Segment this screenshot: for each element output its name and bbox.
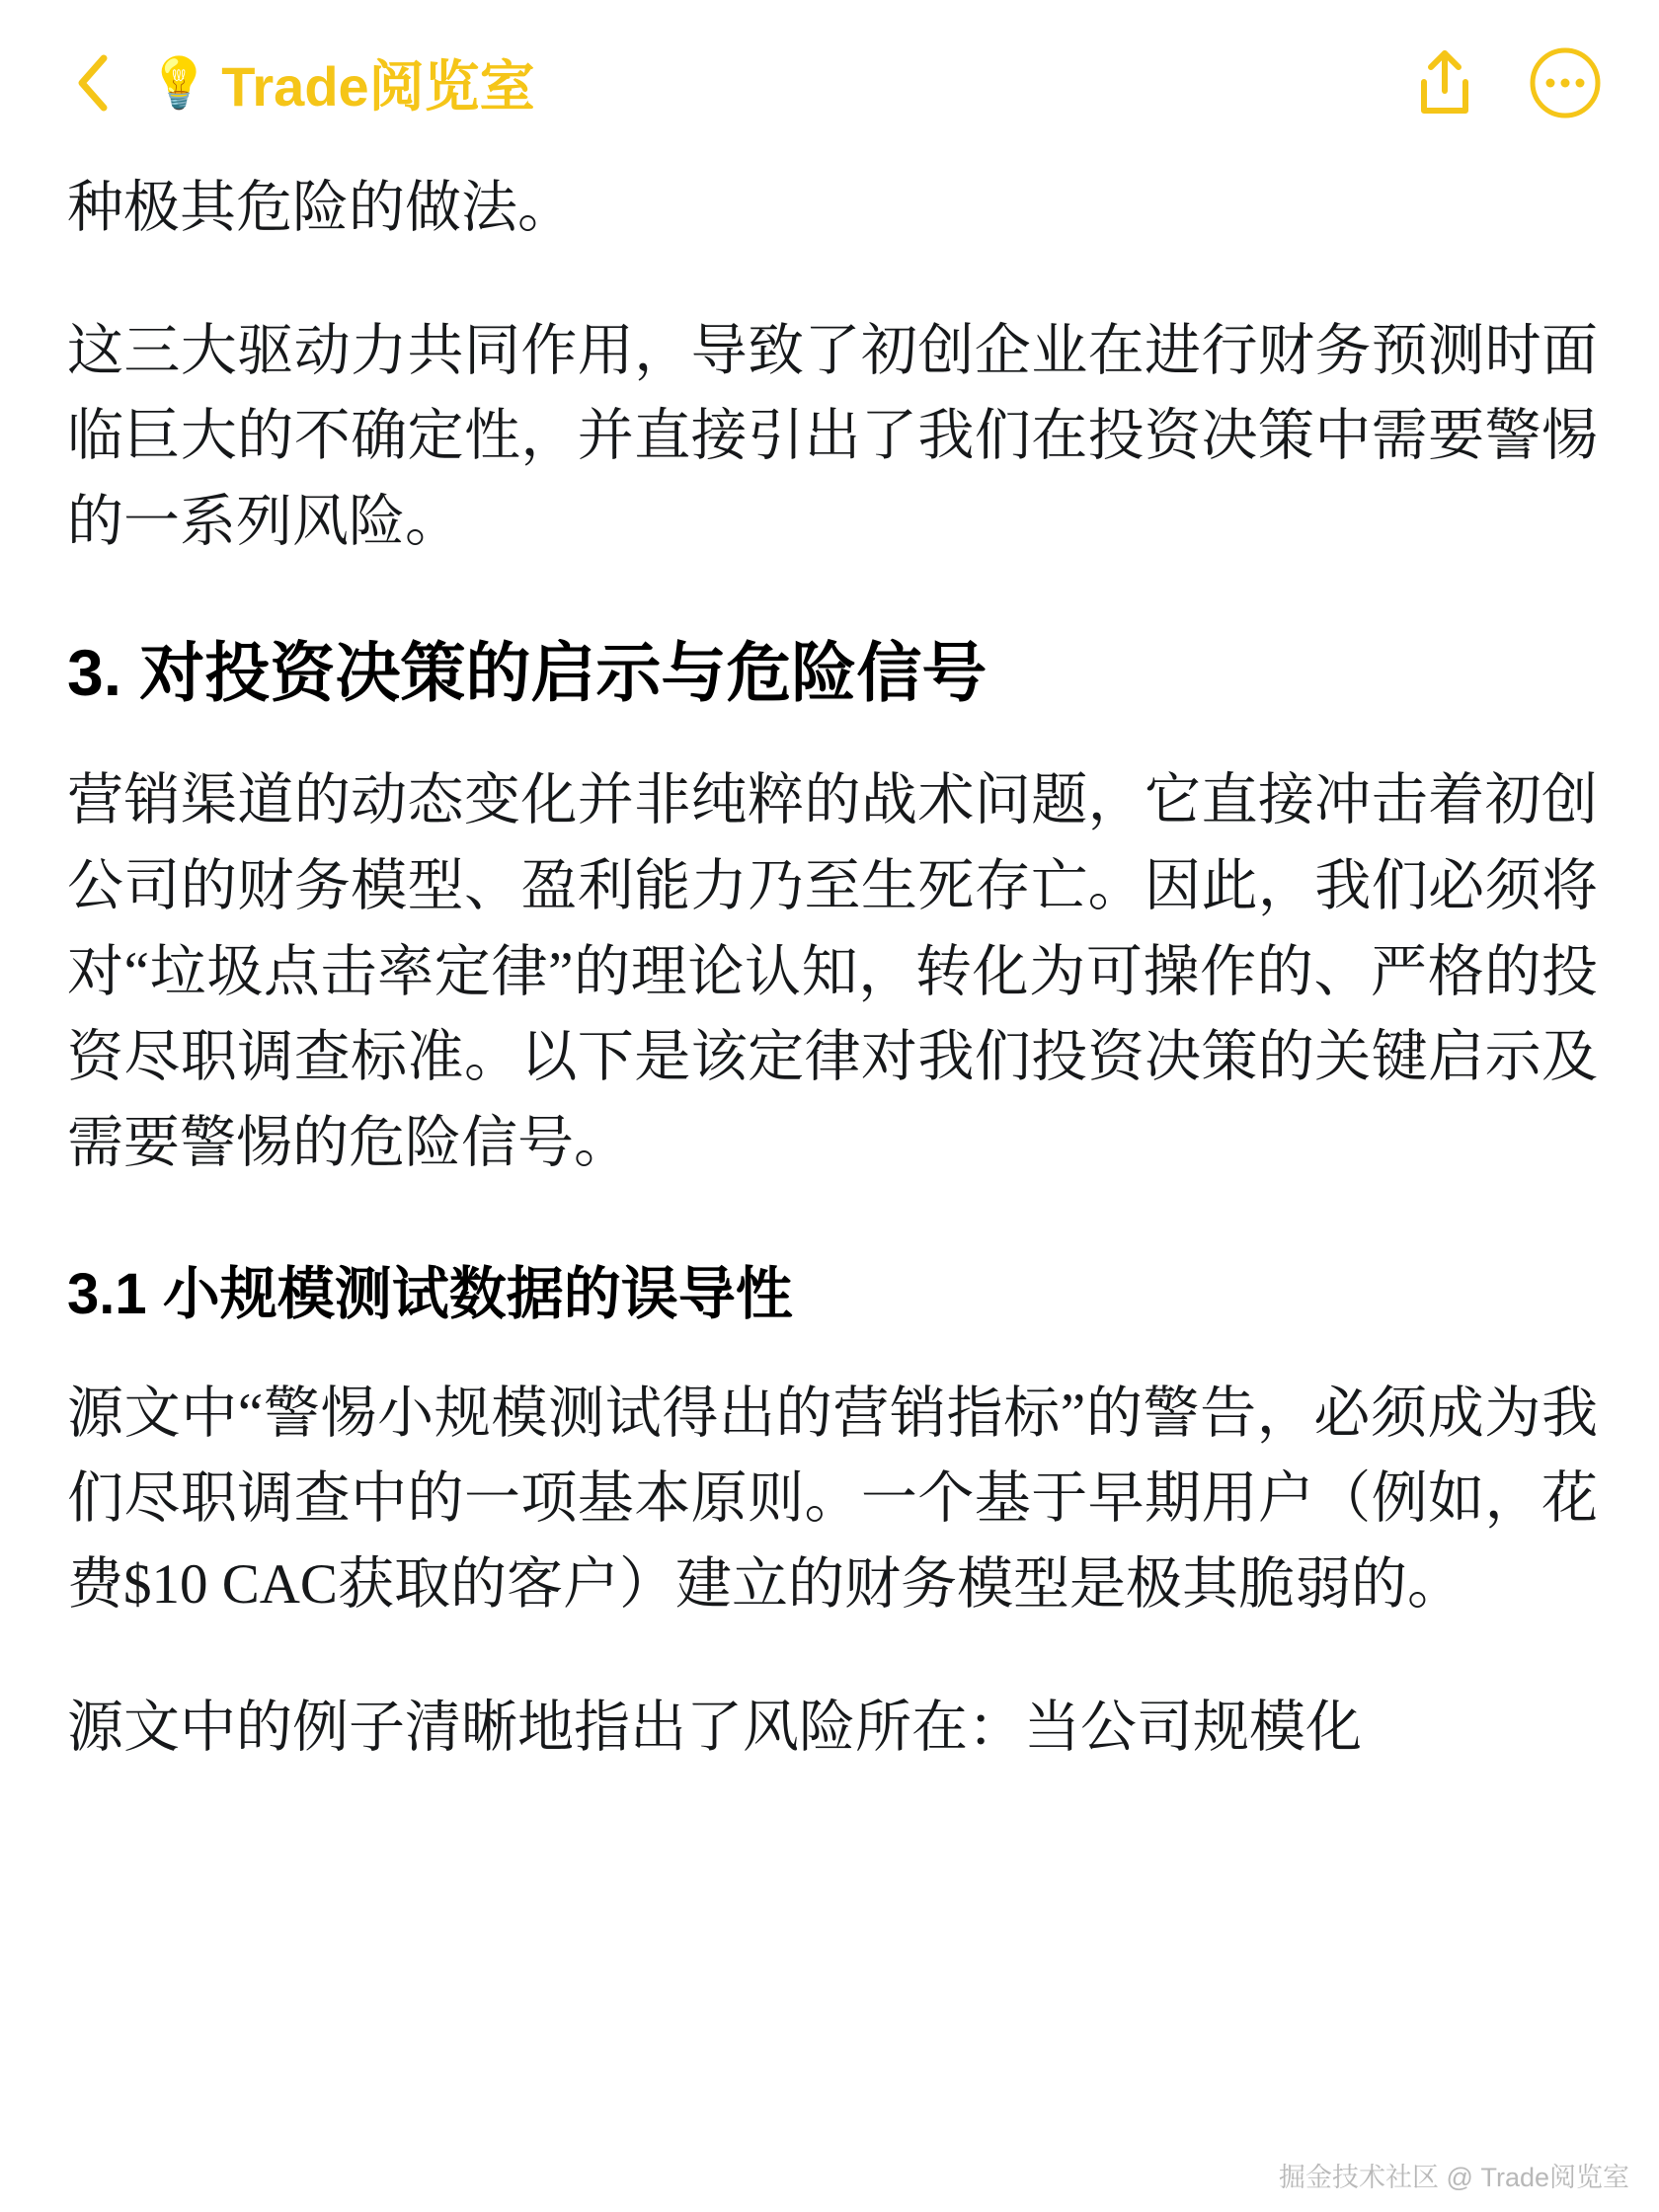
- paragraph: 源文中“警惕小规模测试得出的营销指标”的警告，必须成为我们尽职调查中的一项基本原则。一个基于早期用户（例如，花费$10 CAC获取的客户）建立的财务模型是极其脆弱的。: [67, 1382, 1598, 1617]
- share-upload-icon[interactable]: [1408, 46, 1481, 119]
- header-actions: [1408, 46, 1602, 119]
- article-body: [0, 166, 1659, 2212]
- brand[interactable]: [148, 43, 1408, 122]
- back-icon[interactable]: [71, 53, 115, 113]
- paragraph: 种极其危险的做法。: [67, 177, 574, 239]
- more-options-icon[interactable]: [1529, 46, 1602, 119]
- app-header: [0, 0, 1659, 166]
- paragraph: 营销渠道的动态变化并非纯粹的战术问题，它直接冲击着初创公司的财务模型、盈利能力乃至生死存亡。因此，我们必须将对“垃圾点击率定律”的理论认知，转化为可操作的、严格的投资尽职调查标准。以下是该定律对我们投资决策的关键启示及需要警惕的危险信号。: [67, 769, 1598, 1174]
- watermark: 掘金技术社区 @ Trade阅览室: [1279, 2163, 1629, 2192]
- brand-title: Trade阅览室: [221, 55, 535, 118]
- section-subheading: 3.1 小规模测试数据的误导性: [67, 1262, 793, 1327]
- section-heading: 3. 对投资决策的启示与危险信号: [67, 635, 988, 709]
- paragraph: 这三大驱动力共同作用，导致了初创企业在进行财务预测时面临巨大的不确定性，并直接引出了我们在投资决策中需要警惕的一系列风险。: [67, 319, 1598, 553]
- paragraph: 源文中的例子清晰地指出了风险所在：当公司规模化: [67, 1696, 1362, 1759]
- lightbulb-icon: 💡: [148, 55, 210, 111]
